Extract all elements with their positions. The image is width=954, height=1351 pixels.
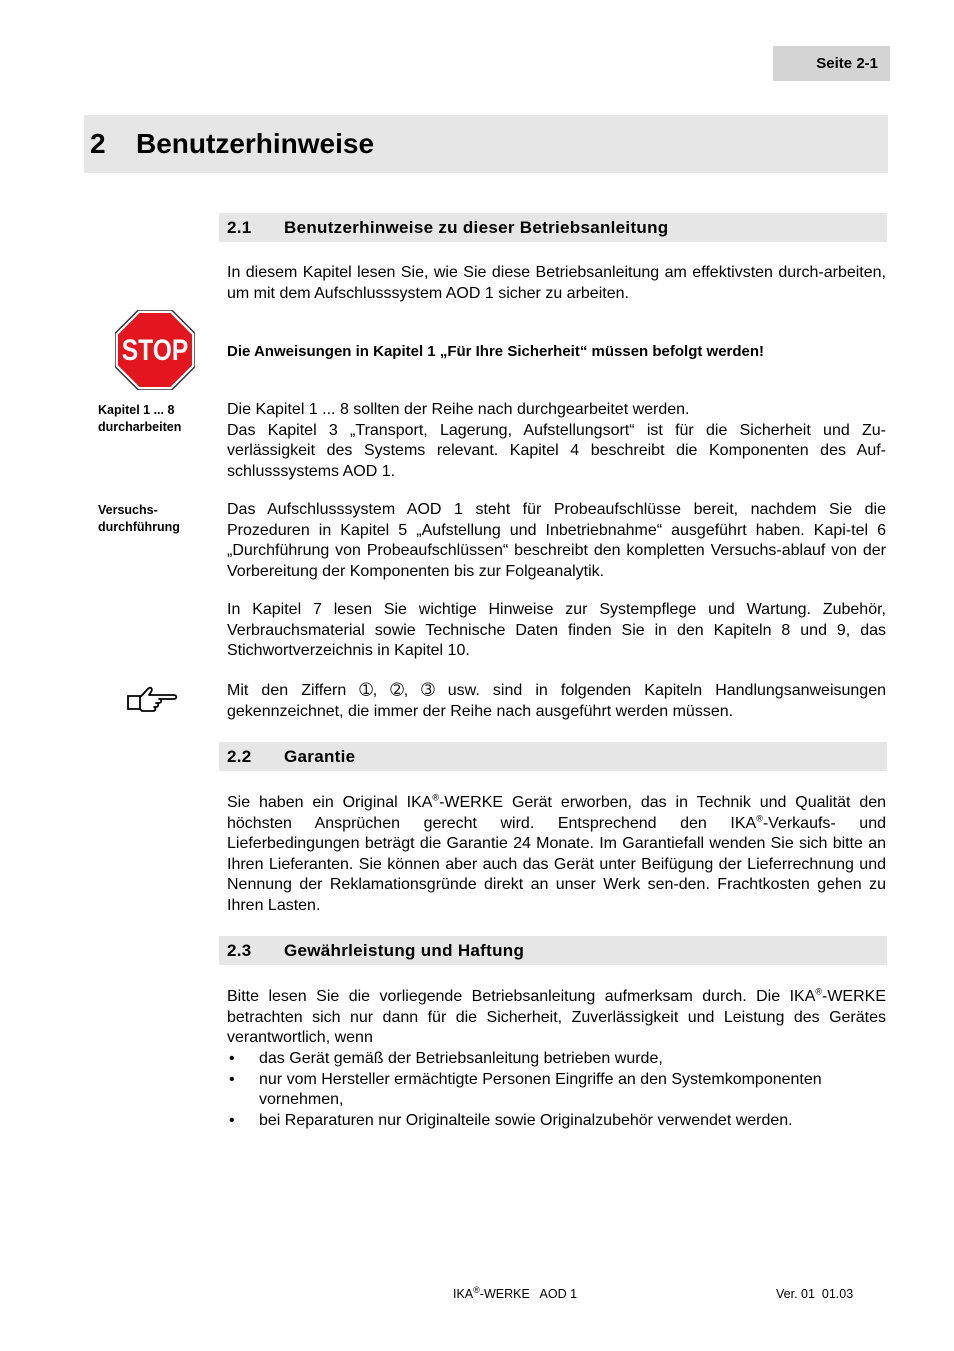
warning-text: Die Anweisungen in Kapitel 1 „Für Ihre Sicherheit“ müssen befolgt werden!	[227, 343, 765, 360]
stop-text: STOP	[121, 332, 189, 367]
section-heading-2-2	[219, 742, 887, 771]
steps-text: Mit den Ziffern ➀, ➁, ➂ usw. sind in folgenden Kapiteln Handlungsanweisungen gekennzeichnet, die immer der Reihe nach ausgeführt werden müssen.	[227, 682, 886, 720]
paragraph-maintenance	[227, 600, 886, 662]
paragraph-chapter-order	[227, 400, 886, 482]
paragraph-steps	[227, 681, 886, 722]
order-text-1: Die Kapitel 1 ... 8 sollten der Reihe nach durchgearbeitet werden.	[227, 401, 690, 418]
registered-mark: ®	[756, 813, 763, 824]
intro-text: In diesem Kapitel lesen Sie, wie Sie diese Betriebsanleitung am effektivsten durch-arbeiten, um mit dem Aufschlusssystem AOD 1 sicher zu arbeiten.	[227, 264, 886, 302]
paragraph-liability	[227, 987, 886, 1049]
paragraph-trial	[227, 500, 886, 582]
section-title: Benutzerhinweise zu dieser Betriebsanleitung	[284, 217, 669, 237]
section-heading-2-3	[219, 936, 887, 965]
list-item: • nur vom Hersteller ermächtigte Personen Eingriffe an den Systemkomponenten vornehmen,	[227, 1070, 886, 1111]
footer-brand-a: IKA	[453, 1287, 474, 1301]
guarantee-text-a: Sie haben ein Original IKA	[227, 794, 433, 811]
stop-sign-icon	[115, 310, 195, 390]
chapter-number: 2	[90, 128, 106, 159]
order-text-2: Das Kapitel 3 „Transport, Lagerung, Aufstellungsort“ ist für die Sicherheit und Zu-verlässigkeit des Systems relevant. Kapitel 4 beschreibt die Komponenten des Auf-schlusssystems AOD 1.	[227, 421, 886, 480]
footer-version: Ver. 01 01.03	[776, 1287, 854, 1301]
registered-mark: ®	[815, 986, 822, 997]
maintenance-text: In Kapitel 7 lesen Sie wichtige Hinweise zur Systempflege und Wartung. Zubehör, Verbrauchsmaterial sowie Technische Daten finden Sie in den Kapiteln 8 und 9, das Stichwortverzeichnis in Kapitel 10.	[227, 601, 886, 659]
guarantee-text-c: -Verkaufs- und Lieferbedingungen beträgt die Garantie 24 Monate. Im Garantiefall wenden Sie sich bitte an Ihren Lieferanten. Sie können aber auch das Gerät unter Beifügung der Lieferrechnung und Nennung der Reklamationsgründe direkt an unser Werk sen-den. Frachtkosten gehen zu Ihren Lasten.	[227, 814, 886, 914]
list-item: • bei Reparaturen nur Originalteile sowie Originalzubehör verwendet werden.	[227, 1111, 886, 1132]
liability-text-b: -WERKE betrachten sich nur dann für die Sicherheit, Zuverlässigkeit und Leistung des Gerätes verantwortlich, wenn	[227, 988, 886, 1046]
section-title: Gewährleistung und Haftung	[284, 940, 525, 960]
chapter-title: Benutzerhinweise	[136, 128, 375, 159]
paragraph-guarantee	[227, 793, 886, 916]
pointing-hand-icon	[126, 684, 178, 714]
section-number: 2.2	[227, 746, 252, 766]
page-number: Seite 2-1	[773, 46, 890, 81]
liability-text-a: Bitte lesen Sie die vorliegende Betriebsanleitung aufmerksam durch. Die IKA	[227, 988, 816, 1005]
chapter-heading	[84, 115, 888, 173]
footer-brand-b: -WERKE AOD 1	[479, 1287, 578, 1301]
side-label-trial: Versuchs- durchführung	[98, 503, 180, 534]
guarantee-text-b: -WERKE Gerät erworben, das in Technik und Qualität den höchsten Ansprüchen gerecht wird. Entsprechend den IKA	[227, 794, 887, 832]
trial-text: Das Aufschlusssystem AOD 1 steht für Probeaufschlüsse bereit, nachdem Sie die Prozeduren in Kapitel 5 „Aufstellung und Inbetriebnahme“ ausgeführt haben. Kapi-tel 6 „Durchführung von Probeaufschlüssen“ beschreibt den kompletten Versuchs-ablauf von der Vorbereitung der Komponenten bis zur Folgeanalytik.	[227, 501, 886, 580]
footer-brand	[453, 1284, 578, 1301]
list-item: • das Gerät gemäß der Betriebsanleitung betrieben wurde,	[227, 1049, 886, 1070]
section-title: Garantie	[284, 746, 356, 766]
registered-mark: ®	[473, 1284, 480, 1295]
section-number: 2.3	[227, 940, 252, 960]
paragraph-intro	[227, 263, 886, 304]
liability-conditions-list	[227, 1049, 886, 1131]
side-label-chapters: Kapitel 1 ... 8 durcharbeiten	[98, 403, 182, 434]
section-number: 2.1	[227, 217, 252, 237]
section-heading-2-1	[219, 213, 887, 242]
registered-mark: ®	[432, 792, 440, 803]
